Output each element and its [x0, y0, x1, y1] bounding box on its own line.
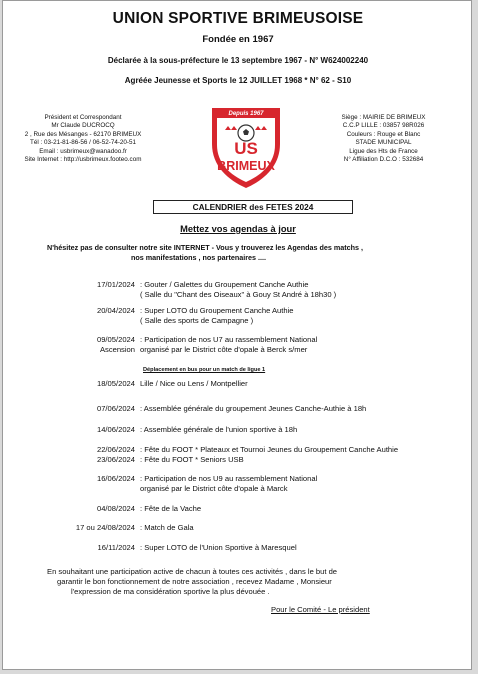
info-line: Couleurs : Rouge et Blanc	[346, 130, 421, 138]
event-date: 14/06/2024	[96, 425, 135, 434]
agenda-heading: Mettez vos agendas à jour	[180, 224, 296, 234]
event-text: ( Salle du "Chant des Oiseaux" à Gouy St André à 18h30 )	[140, 290, 337, 299]
logo-brimeux-text: BRIMEUX	[217, 159, 275, 173]
event-text: : Super LOTO de l'Union Sportive à Maresquel	[140, 543, 297, 552]
document-page	[2, 0, 472, 670]
closing-paragraph	[47, 567, 407, 598]
event-date: 17 ou 24/08/2024	[75, 523, 135, 532]
info-line: C.C.P LILLE : 03857 98R026	[342, 122, 425, 130]
event-text: : Match de Gala	[140, 523, 194, 532]
contact-line: 2 , Rue des Mésanges - 62170 BRIMEUX	[24, 130, 142, 138]
event-text: : Gouter / Galettes du Groupement Canche Authie	[140, 280, 309, 289]
event-text: : Fête du FOOT * Seniors USB	[140, 455, 244, 464]
event-date: 17/01/2024	[96, 280, 135, 289]
event-date: 22/06/2024	[96, 445, 135, 454]
president-contact-block	[13, 114, 153, 164]
agenda-heading-wrap	[3, 219, 472, 237]
logo-us-text: US	[234, 139, 258, 158]
event-date: 09/05/2024	[96, 335, 135, 344]
website-line: Site Internet : http://usbrimeux.footeo.com	[24, 156, 142, 164]
event-text: : Assemblée générale de l'union sportive à 18h	[140, 425, 298, 434]
intro-line: N'hésitez pas de consulter notre site INTERNET - Vous y trouverez les Agendas des matchs ,	[47, 243, 364, 252]
email-line: Email : usbrimeux@wanadoo.fr	[39, 147, 127, 155]
event-text: ( Salle des sports de Campagne )	[140, 316, 254, 325]
contact-line: Mr Claude DUCROCQ	[51, 122, 115, 130]
event-text: : Participation de nos U9 au rassemblement National	[140, 474, 318, 483]
event-date: 20/04/2024	[96, 306, 135, 315]
event-date: 07/06/2024	[96, 404, 135, 413]
club-title: UNION SPORTIVE BRIMEUSOISE	[112, 10, 364, 27]
bus-note: Déplacement en bus pour un match de ligue 1	[143, 367, 266, 373]
club-logo	[206, 104, 286, 190]
event-date: 18/05/2024	[96, 379, 135, 388]
event-date: 16/11/2024	[97, 543, 135, 552]
event-text: organisé par le District côte d'opale à Marck	[140, 484, 288, 493]
event-date: Ascension	[99, 345, 135, 354]
event-text: : Fête du FOOT * Plateaux et Tournoi Jeunes du Groupement Canche Authie	[140, 445, 399, 454]
event-text: : Super LOTO du Groupement Canche Authie	[140, 306, 294, 315]
closing-line: garantir le bon fonctionnement de notre association , recevez Madame , Monsieur	[57, 577, 332, 587]
founded-line: Fondée en 1967	[202, 34, 274, 45]
event-date: 04/08/2024	[96, 504, 135, 513]
event-text: : Participation de nos U7 au rassemblement National	[140, 335, 318, 344]
event-text: : Fête de la Vache	[140, 504, 202, 513]
event-date: 16/06/2024	[96, 474, 135, 483]
intro-text	[47, 243, 447, 263]
event-date: 23/06/2024	[96, 455, 135, 464]
calendar-title-box: CALENDRIER des FETES 2024	[153, 200, 353, 214]
closing-line: En souhaitant une participation active de chacun à toutes ces activités , dans le but de	[47, 567, 338, 576]
info-line: Ligue des Hts de France	[349, 147, 418, 155]
event-text: : Assemblée générale du groupement Jeunes Canche-Authie à 18h	[140, 404, 367, 413]
info-line: N° Affiliation D.C.O : 532684	[343, 156, 424, 164]
intro-line: nos manifestations , nos partenaires ....	[131, 253, 267, 262]
event-text: organisé par le District côte d'opale à Berck s/mer	[140, 345, 308, 354]
event-text: Lille / Nice ou Lens / Montpellier	[140, 379, 248, 388]
contact-line: Tél : 03-21-81-86-56 / 06-52-74-20-51	[29, 139, 137, 147]
contact-line: Président et Correspondant	[44, 114, 122, 121]
info-line: Siège : MAIRIE DE BRIMEUX	[341, 114, 426, 121]
club-info-block	[321, 114, 446, 164]
declaration-line: Déclarée à la sous-préfecture le 13 septembre 1967 - N° W624002240	[107, 56, 369, 65]
signature: Pour le Comité - Le président	[271, 605, 370, 614]
closing-line: l'expression de ma considération sportive la plus dévouée .	[71, 587, 270, 597]
logo-depuis-text: Depuis 1967	[228, 111, 264, 117]
info-line: STADE MUNICIPAL	[355, 139, 412, 147]
agreement-line: Agréée Jeunesse et Sports le 12 JUILLET 1968 * N° 62 - S10	[124, 76, 352, 85]
